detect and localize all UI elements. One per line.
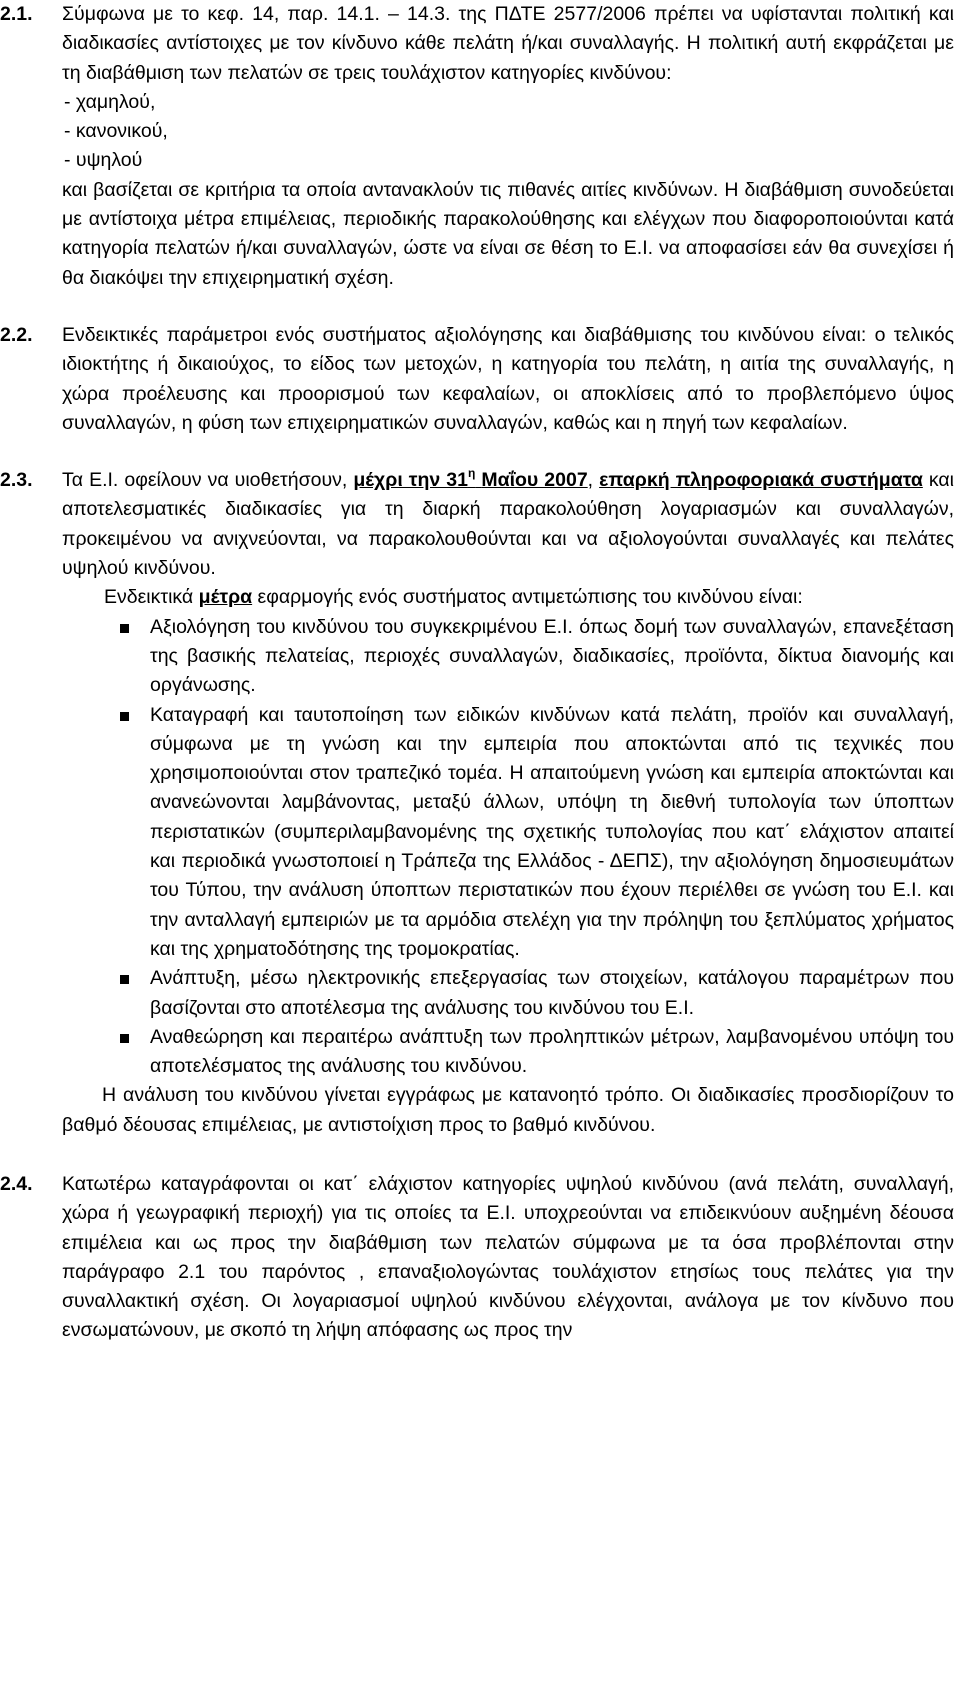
measures-emphasis: μέτρα <box>198 586 253 609</box>
section-2-2 <box>0 321 960 438</box>
bullet-item: Ανάπτυξη, μέσω ηλεκτρονικής επεξεργασίας των στοιχείων, κατάλογου παραμέτρων που βασίζονται στο αποτέλεσμα της ανάλυσης του κινδύνου του Ε.Ι. <box>62 964 954 1023</box>
text-run: Τα Ε.Ι. οφείλουν να υιοθετήσουν, <box>62 469 348 492</box>
square-bullet-icon <box>120 624 129 633</box>
section-2-4 <box>0 1170 960 1346</box>
bullet-item: Αναθεώρηση και περαιτέρω ανάπτυξη των προληπτικών μέτρων, λαμβανομένου υπόψη του αποτελέσματος της ανάλυσης του κινδύνου. <box>62 1023 954 1082</box>
section-outro: και βασίζεται σε κριτήρια τα οποία αντανακλούν τις πιθανές αιτίες κινδύνων. Η διαβάθμιση συνοδεύεται με αντίστοιχα μέτρα επιμέλειας, περιοδικής παρακολούθησης και ελέγχων που διαφοροποιούνται κατά κατηγορία πελατών ή/και συναλλαγών, ώστε να είναι σε θέση το Ε.Ι. να αποφασίσει εάν θα συνεχίσει ή θα διακόψει την επιχειρηματική σχέση. <box>62 178 954 289</box>
section-2-3 <box>0 466 960 1140</box>
section-number: 2.1. <box>0 3 33 25</box>
measures-intro: Ενδεικτικά μέτρα εφαρμογής ενός συστήματος αντιμετώπισης του κινδύνου είναι: <box>104 586 803 609</box>
section-number: 2.4. <box>0 1172 33 1195</box>
text-run: και αποτελεσματικές διαδικασίες για τη διαρκή παρακολούθηση λογαριασμών και συναλλαγών, προκειμένου να ανιχνεύονται, να παρακολουθούνται και να αξιολογούνται συναλλαγές και πελάτες υψηλού κινδύνου. <box>62 469 954 580</box>
bullet-item: Καταγραφή και ταυτοποίηση των ειδικών κινδύνων κατά πελάτη, προϊόν και συναλλαγή, σύμφωνα με τη γνώση και την εμπειρία που αποκτώνται από τις τεχνικές που χρησιμοποιούνται στον τραπεζικό τομέα. Η απαιτούμενη γνώση και εμπειρία αποκτώνται και ανανεώνονται λαμβάνοντας, μεταξύ άλλων, υπόψη τη διεθνή τυπολογία των ύποπτων περιστατικών (συμπεριλαμβανομένης της σχετικής τυπολογίας που κατ΄ ελάχιστον απαιτεί και περιοδικά γνωστοποιεί η Τράπεζα της Ελλάδος - ΔΕΠΣ), την αξιολόγηση δημοσιευμάτων του Τύπου, την ανάλυση ύποπτων περιστατικών που έχουν περιέλθει σε γνώση του Ε.Ι. και την ανταλλαγή εμπειριών με τα αρμόδια στελέχη για την πρόληψη του ξεπλύματος χρήματος και της χρηματοδότησης της τρομοκρατίας. <box>62 701 954 965</box>
ordinal-superscript: η <box>467 466 476 481</box>
section-2-1 <box>0 0 960 293</box>
square-bullet-icon <box>120 1034 129 1043</box>
section-conclusion: Η ανάλυση του κινδύνου γίνεται εγγράφως με κατανοητό τρόπο. Οι διαδικασίες προσδιορίζουν το βαθμό δέουσας επιμέλειας, με αντιστοίχιση προς το βαθμό κινδύνου. <box>62 1084 954 1136</box>
deadline-emphasis: μέχρι την $31^\eta$ Μαΐου 2007 <box>353 466 588 492</box>
section-paragraph: Τα Ε.Ι. οφείλουν να υιοθετήσουν, μέχρι την $31^\eta$ Μαΐου 2007, επαρκή πληροφοριακά συστήματα και αποτελεσματικές διαδικασίες για τη διαρκή παρακολούθηση λογαριασμών και συναλλαγών, προκειμένου να ανιχνεύονται, να παρακολουθούνται και να αξιολογούνται συναλλαγές και πελάτες υψηλού κινδύνου. <box>62 466 954 580</box>
risk-level-high: - υψηλού <box>64 149 143 172</box>
section-intro: Σύμφωνα με το κεφ. 14, παρ. 14.1. – 14.3. της ΠΔΤΕ 2577/2006 πρέπει να υφίστανται πολιτική και διαδικασίες αντίστοιχες με τον κίνδυνο κάθε πελάτη ή/και συναλλαγής. Η πολιτική αυτή εκφράζεται με τη διαβάθμιση των πελατών σε τρεις τουλάχιστον κατηγορίες κινδύνου: <box>62 3 954 84</box>
section-number: 2.2. <box>0 323 33 346</box>
bullet-item: Αξιολόγηση του κινδύνου του συγκεκριμένου Ε.Ι. όπως δομή των συναλλαγών, επανεξέταση της βασικής πελατείας, περιοχές συναλλαγών, διαδικασίες, προϊόντα, δίκτυα διανομής και οργάνωσης. <box>62 613 954 701</box>
square-bullet-icon <box>120 712 129 721</box>
section-text: Κατωτέρω καταγράφονται οι κατ΄ ελάχιστον κατηγορίες υψηλού κινδύνου (ανά πελάτη, συναλλαγή, χώρα ή γεωγραφική περιοχή) για τις οποίες τα Ε.Ι. υποχρεούνται να επιδεικνύουν αυξημένη δέουσα επιμέλεια και ως προς την διαβάθμιση των πελατών σύμφωνα με τα όσα προβλέπονται στην παράγραφο 2.1 του παρόντος , επαναξιολογώντας τουλάχιστον ετησίως τους πελάτες για την συναλλακτική σχέση. Οι λογαριασμοί υψηλού κινδύνου ελέγχονται, ανάλογα με τον κίνδυνο που ενσωματώνουν, με σκοπό τη λήψη απόφασης ως προς την <box>62 1172 954 1342</box>
section-number: 2.3. <box>0 469 33 492</box>
risk-level-low: - χαμηλού, <box>64 90 156 113</box>
risk-level-normal: - κανονικού, <box>64 120 168 143</box>
square-bullet-icon <box>120 975 129 984</box>
section-text: Ενδεικτικές παράμετροι ενός συστήματος αξιολόγησης και διαβάθμισης του κινδύνου είναι: ο τελικός ιδιοκτήτης ή δικαιούχος, το είδος των μετοχών, η κατηγορία του πελάτη, η αιτία της συναλλαγής, η χώρα προέλευσης και προορισμού των κεφαλαίων, οι αποκλίσεις από το προβλεπόμενο ύψος συναλλαγών, η φύση των επιχειρηματικών συναλλαγών, καθώς και η πηγή των κεφαλαίων. <box>62 323 954 434</box>
systems-emphasis: επαρκή πληροφοριακά συστήματα <box>599 469 923 492</box>
